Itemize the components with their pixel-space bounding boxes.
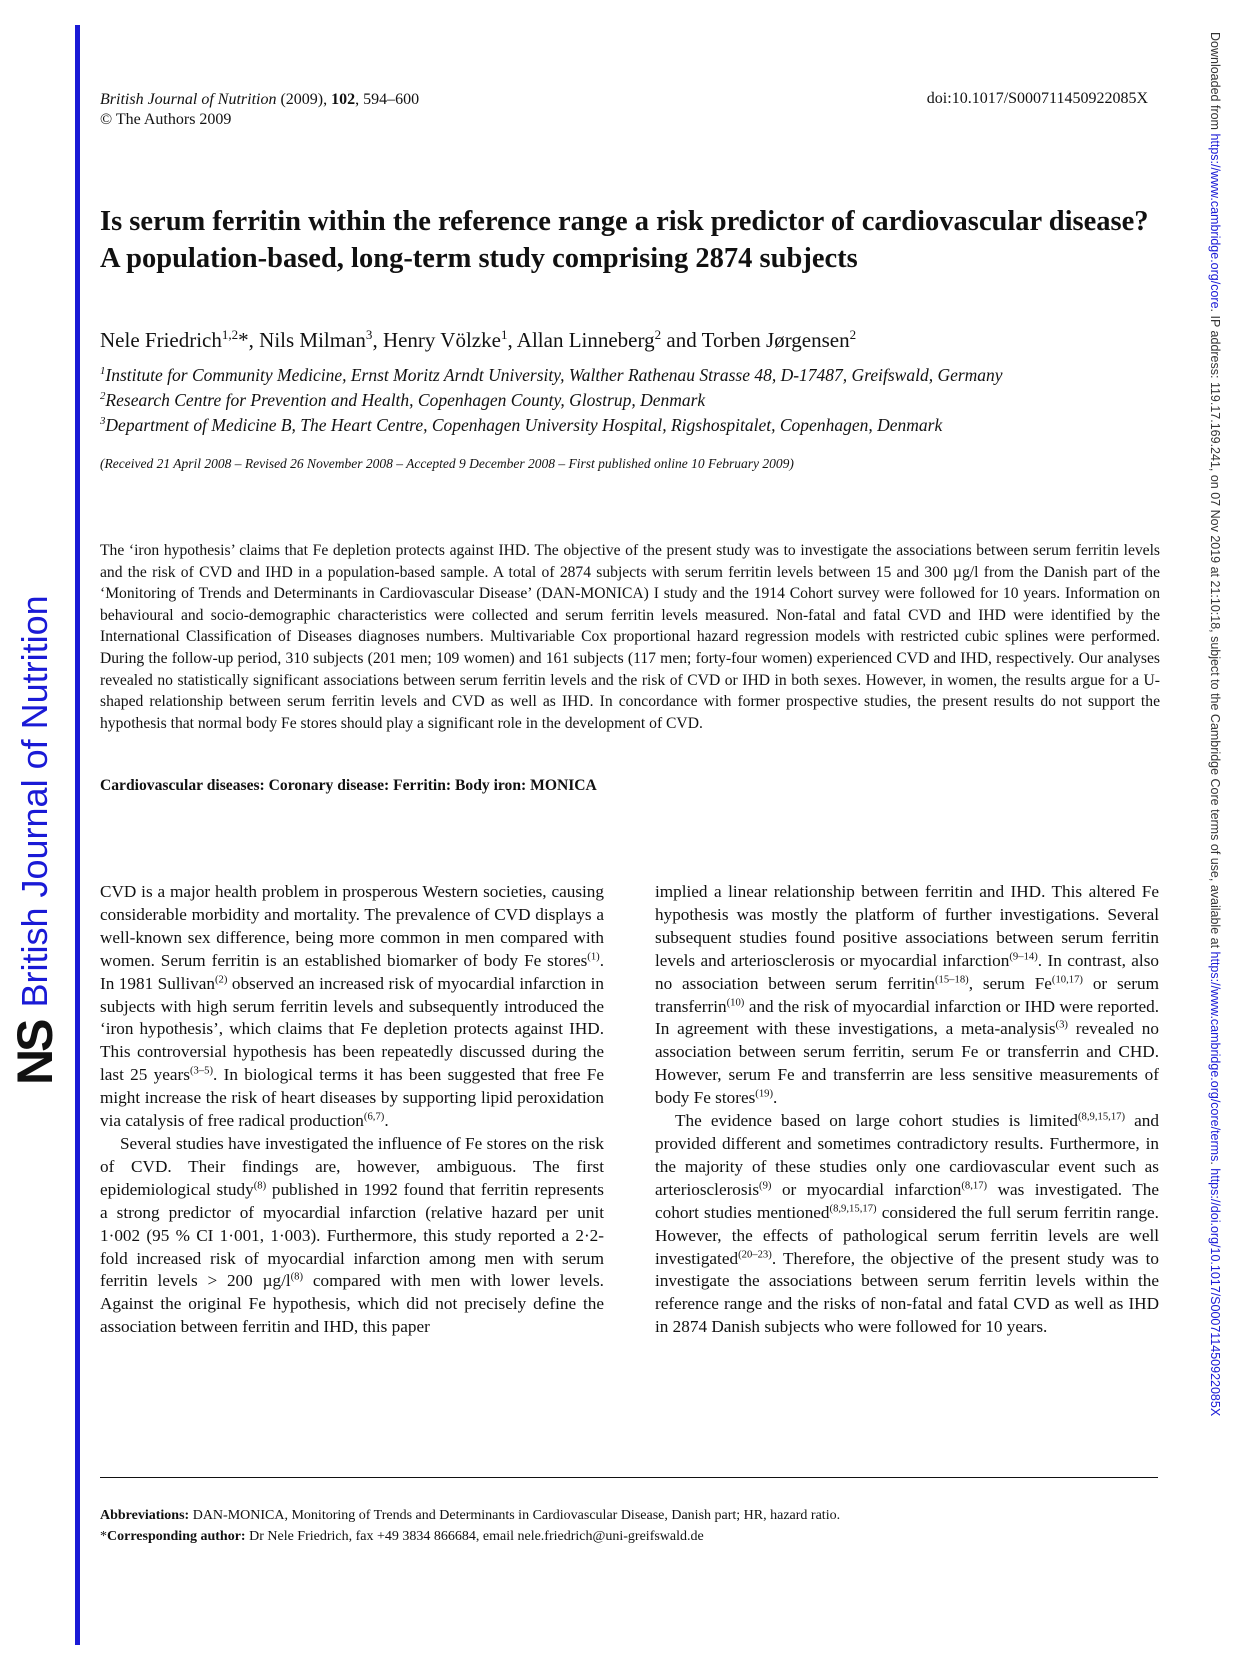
body-paragraph: The evidence based on large cohort studies is limited$^{(8,9,15,17)}$ and provided different and sometimes contradictory results. Furthermore, in the majority of these studies only one cardiovascular event such as arteriosclerosis$^{(9)}$ or myocardial infarction$^{(8,17)}$ was investigated. The cohort studies mentioned$^{(8,9,15,17)}$ considered the full serum ferritin range. However, the effects of pathological serum ferritin levels are well investigated$^{(20-23)}$. Therefore, the objective of the present study was to investigate the associations between serum ferritin levels within the reference range and the risks of non-fatal and fatal CVD as well as IHD in 2874 Danish subjects who were followed for 10 years.: [655, 1111, 1159, 1337]
download-prefix: Downloaded from: [1208, 32, 1222, 134]
author-affil-sup: 2: [654, 327, 662, 342]
copyright: © The Authors 2009: [100, 111, 232, 128]
doi-link[interactable]: https://doi.org/10.1017/S000711450922085X: [1208, 1168, 1222, 1417]
affiliation: $^1$Institute for Community Medicine, Ernst Moritz Arndt University, Walther Rathenau Strasse 48, D-17487, Greifswald, Germany: [100, 365, 1003, 385]
terms-link[interactable]: https://www.cambridge.org/core/terms: [1208, 951, 1222, 1162]
citation-sup: (10): [726, 996, 745, 1008]
citation-sup: (8,17): [961, 1180, 988, 1192]
corresponding-author-note: *Corresponding author: Dr Nele Friedrich, fax +49 3834 866684, email nele.friedrich@uni-greifswald.de: [100, 1529, 704, 1544]
affiliation: $^3$Department of Medicine B, The Heart Centre, Copenhagen University Hospital, Rigshospitalet, Copenhagen, Denmark: [100, 415, 943, 435]
author-name: Nele Friedrich: [100, 328, 222, 352]
sidebar-journal-name: British Journal of Nutrition: [14, 595, 55, 1008]
sidebar-rule: [75, 25, 80, 1645]
citation-sup: (20–23): [738, 1248, 772, 1260]
doi: doi:10.1017/S000711450922085X: [926, 90, 1148, 107]
citation-sup: (6,7): [363, 1111, 385, 1123]
citation-sup: (8,9,15,17): [829, 1202, 877, 1214]
body-paragraph: implied a linear relationship between ferritin and IHD. This altered Fe hypothesis was mostly the platform of further investigations. Several subsequent studies found positive associations between serum ferritin levels and arteriosclerosis or myocardial infarction$^{(9-14)}$. In contrast, also no association between serum ferritin$^{(15-18)}$, serum Fe$^{(10,17)}$ or serum transferrin$^{(10)}$ and the risk of myocardial infarction or IHD were reported. In agreement with these investigations, a meta-analysis$^{(3)}$ revealed no association between serum ferritin, serum Fe or transferrin and CHD. However, serum Fe and transferrin are less sensitive measurements of body Fe stores$^{(19)}$.: [655, 882, 1159, 1108]
cambridge-core-link[interactable]: https://www.cambridge.org/core: [1208, 133, 1222, 309]
citation-sup: (8): [290, 1271, 304, 1283]
journal-pages: , 594–600: [355, 91, 420, 108]
journal-volume: 102: [331, 91, 356, 108]
affiliations: [100, 363, 1003, 438]
corresponding-mark: *: [238, 328, 249, 352]
citation-sup: (1): [587, 950, 600, 962]
journal-sidebar: [7, 595, 63, 1085]
footnote-rule: [100, 1477, 1158, 1478]
abstract: The ‘iron hypothesis’ claims that Fe depletion protects against IHD. The objective of the present study was to investigate the associations between serum ferritin levels and the risk of CVD and IHD in a population-based sample. A total of 2874 subjects with serum ferritin levels between 15 and 300 µg/l from the Danish part of the ‘Monitoring of Trends and Determinants in Cardiovascular Disease’ (DAN-MONICA) I study and the 1914 Cohort survey were followed for 10 years. Information on behavioural and socio-demographic characteristics were collected and serum ferritin levels measured. Non-fatal and fatal CVD and IHD were identified by the International Classification of Diseases diagnoses numbers. Multivariable Cox proportional hazard regression models with restricted cubic splines were performed. During the follow-up period, 310 subjects (201 men; 109 women) and 161 subjects (117 men; forty-four women) experienced CVD and IHD, respectively. Our analyses revealed no statistically significant associations between serum ferritin levels and the risk of CVD or IHD in both sexes. However, in women, the results argue for a U-shaped relationship between serum ferritin levels and CVD as well as IHD. In concordance with former prospective studies, the present results do not support the hypothesis that normal body Fe stores should play a significant role in the development of CVD.: [100, 542, 1160, 732]
download-middle: . IP address: 119.17.169.241, on 07 Nov 2019 at 21:10:18, subject to the Cambridge Core terms of use, available at: [1208, 308, 1222, 952]
author-affil-sup: 3: [365, 327, 373, 342]
citation-sup: (8,9,15,17): [1077, 1111, 1126, 1123]
author-affil-sup: 2: [849, 327, 857, 342]
download-sep: .: [1208, 1161, 1222, 1169]
author-name: Allan Linneberg: [516, 328, 655, 352]
abbreviations-note: Abbreviations: DAN-MONICA, Monitoring of Trends and Determinants in Cardiovascular Disease, Danish part; HR, hazard ratio.: [100, 1508, 841, 1523]
footnotes: [100, 1505, 840, 1547]
author-name: Torben Jørgensen: [701, 328, 850, 352]
affiliation: $^2$Research Centre for Prevention and Health, Copenhagen County, Glostrup, Denmark: [100, 390, 706, 410]
keywords: Cardiovascular diseases: Coronary disease: Ferritin: Body iron: MONICA: [100, 777, 597, 794]
journal-title: British Journal of Nutrition: [100, 91, 277, 108]
citation-sup: (3–5): [189, 1065, 214, 1077]
article-title: Is serum ferritin within the reference range a risk predictor of cardiovascular disease? A population-based, long-term study comprising 2874 subjects: [100, 206, 1149, 274]
author-affil-sup: 1,2: [221, 327, 239, 342]
body-paragraph: Several studies have investigated the influence of Fe stores on the risk of CVD. Their findings are, however, ambiguous. The first epidemiological study$^{(8)}$ published in 1992 found that ferritin represents a strong predictor of myocardial infarction (relative hazard per unit 1·002 (95 % CI 1·001, 1·003). Furthermore, this study reported a 2·2-fold increased risk of myocardial infarction among men with serum ferritin levels > 200 $\mu g/l^{(8)}$ compared with men with lower levels. Against the original Fe hypothesis, which did not precisely define the association between ferritin and IHD, this paper: [100, 1133, 604, 1337]
citation-sup: (10,17): [1051, 973, 1083, 985]
ns-logo: NS: [7, 1021, 63, 1085]
citation-sup: (9–14): [1009, 950, 1038, 962]
journal-year: (2009),: [280, 91, 328, 108]
journal-citation: [100, 90, 419, 130]
citation-sup: (2): [214, 973, 228, 985]
body-column-right: [655, 881, 1159, 1339]
author-name: Henry Völzke: [382, 328, 501, 352]
received-dates: (Received 21 April 2008 – Revised 26 November 2008 – Accepted 9 December 2008 – First published online 10 February 2009): [100, 456, 794, 471]
citation-sup: (3): [1055, 1019, 1068, 1031]
citation-sup: (15–18): [934, 973, 969, 985]
author-list: Nele Friedrich$^{1,2}$*, Nils Milman$^3$, Henry Völzke$^1$, Allan Linneberg$^2$ and Torben Jørgensen$^2$: [100, 327, 857, 352]
citation-sup: (8): [253, 1180, 267, 1192]
body-paragraph: CVD is a major health problem in prosperous Western societies, causing considerable morbidity and mortality. The prevalence of CVD displays a well-known sex difference, being more common in men compared with women. Serum ferritin is an established biomarker of body Fe stores$^{(1)}$. In 1981 Sullivan$^{(2)}$ observed an increased risk of myocardial infarction in subjects with high serum ferritin levels and subsequently introduced the ‘iron hypothesis’, which claims that Fe depletion protects against IHD. This controversial hypothesis has been repeatedly discussed during the last 25 years$^{(3-5)}$. In biological terms it has been suggested that free Fe might increase the risk of heart diseases by supporting lipid peroxidation via catalysis of free radical production$^{(6,7)}$.: [100, 882, 604, 1131]
citation-sup: (19): [755, 1088, 774, 1100]
author-name: Nils Milman: [259, 328, 366, 352]
citation-sup: (9): [759, 1180, 772, 1192]
body-column-left: [100, 881, 604, 1339]
author-affil-sup: 1: [500, 327, 508, 342]
download-notice: [1208, 32, 1222, 1416]
